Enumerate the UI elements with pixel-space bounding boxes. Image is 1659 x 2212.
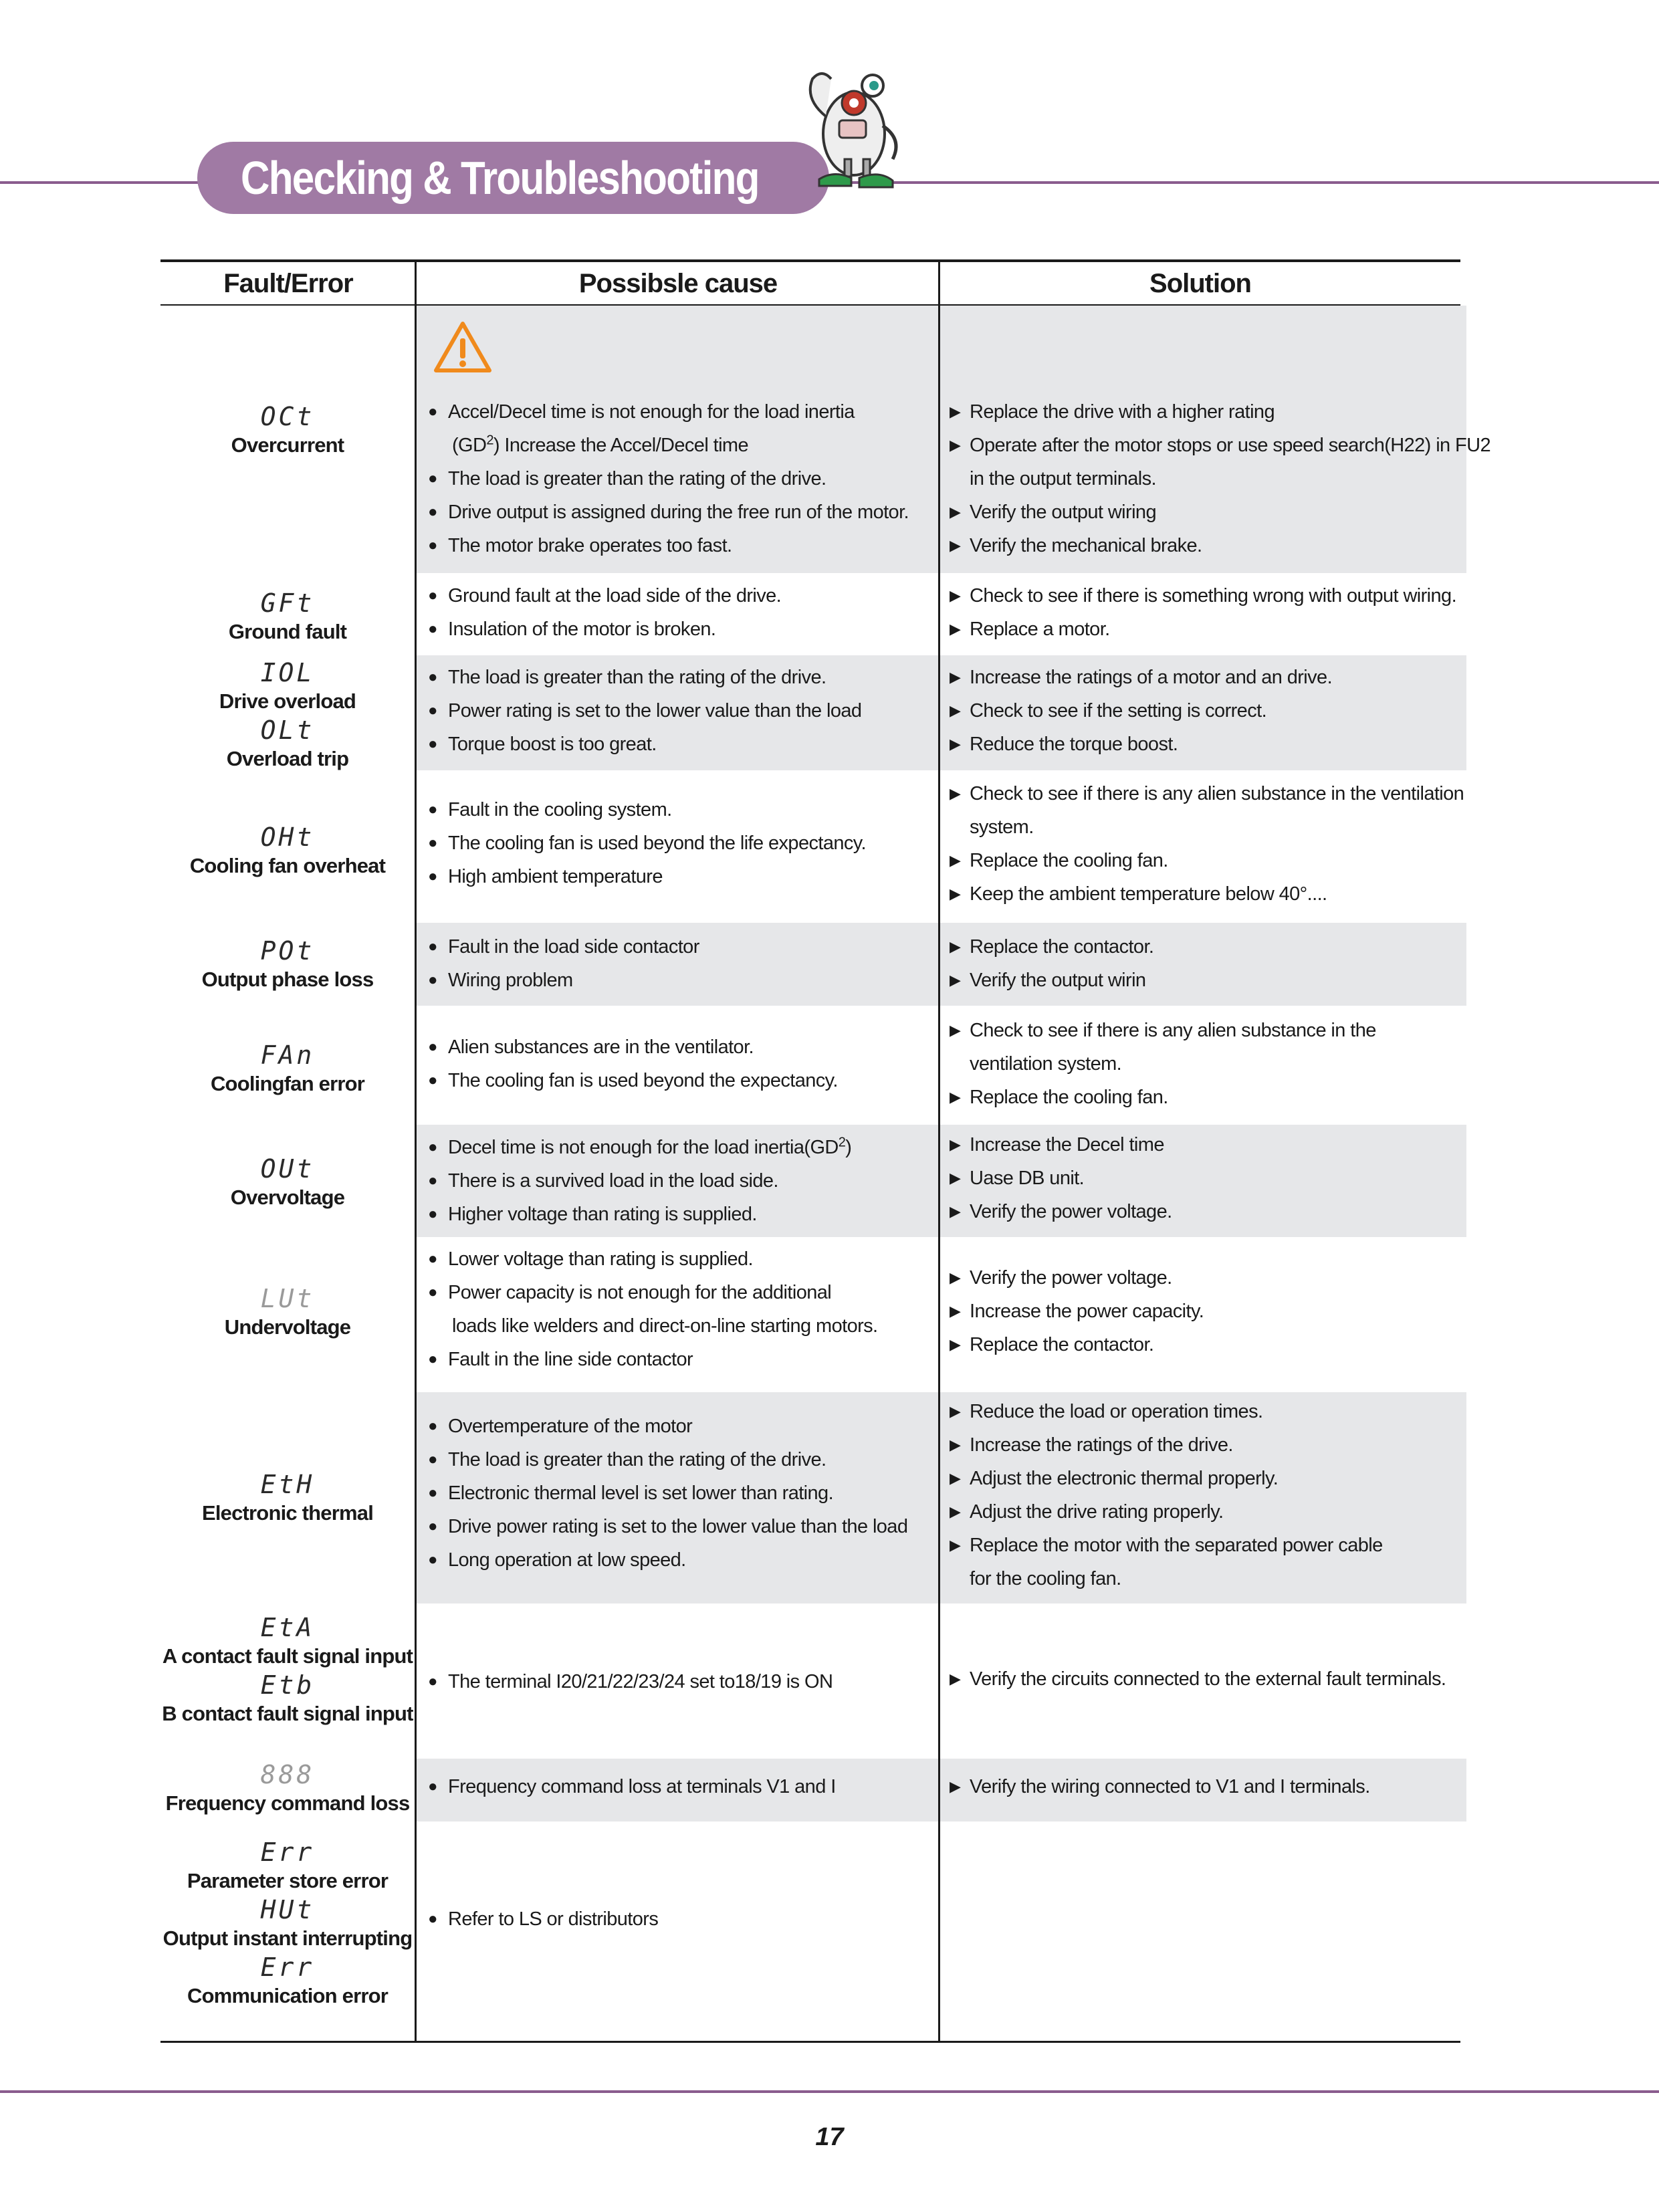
cause-list: [428, 1665, 833, 1698]
fault-name: Electronic thermal: [201, 1501, 374, 1525]
cause-list: [428, 1030, 838, 1097]
solution-item: ▶ Increase the ratings of a motor and an drive.: [950, 661, 1332, 694]
solution-item: ▶ Check to see if there is any alien substance in the: [950, 1014, 1376, 1047]
solution-item: ▶ Increase the Decel time: [950, 1128, 1172, 1162]
fault-code: EtH: [260, 1470, 315, 1499]
cause-item: ● Frequency command loss at terminals V1 and I: [428, 1770, 836, 1803]
fault-name: B contact fault signal input: [162, 1702, 413, 1725]
cause-item: ● Insulation of the motor is broken.: [428, 613, 781, 646]
cause-item: ● Power capacity is not enough for the additional: [428, 1276, 878, 1309]
solution-list: [950, 930, 1153, 997]
column-header-fault: Fault/Error: [223, 268, 353, 298]
fault-cell-frequency-command-loss: [160, 1760, 415, 1817]
footer-rule: [0, 2090, 1659, 2093]
fault-name: Communication error: [187, 1984, 388, 2007]
fault-code: OUt: [260, 1154, 315, 1184]
fault-code: HUt: [260, 1895, 315, 1924]
solution-item: ▶ Verify the power voltage.: [950, 1195, 1172, 1228]
solution-item: ▶ Keep the ambient temperature below 40°....: [950, 877, 1464, 911]
solution-list: [950, 1395, 1383, 1595]
solution-item: ▶ Increase the ratings of the drive.: [950, 1428, 1383, 1462]
solution-item: ▶ Verify the output wiring: [950, 495, 1490, 529]
fault-cell-coolingfan-error: [160, 1040, 415, 1098]
solution-list: [950, 1128, 1172, 1228]
fault-cell-misc-errors: [160, 1838, 415, 2010]
cause-item: ● There is a survived load in the load side.: [428, 1164, 851, 1198]
fault-name: Output instant interrupting: [162, 1926, 413, 1950]
solution-item: ▶ Operate after the motor stops or use speed search(H22) in FU2: [950, 429, 1490, 462]
cause-item: ● Lower voltage than rating is supplied.: [428, 1242, 878, 1276]
fault-code: LUt: [260, 1284, 315, 1313]
cause-list: [428, 1131, 851, 1231]
fault-name: Overload trip: [226, 747, 349, 770]
cause-item: ● The terminal I20/21/22/23/24 set to18/19 is ON: [428, 1665, 833, 1698]
cause-item: ● Drive output is assigned during the free run of the motor.: [428, 495, 909, 529]
solution-list: [950, 777, 1464, 911]
solution-item: in the output terminals.: [970, 468, 1156, 489]
fault-code: Err: [260, 1838, 315, 1867]
cause-list: [428, 1902, 658, 1936]
cause-item: ● Alien substances are in the ventilator.: [428, 1030, 838, 1064]
solution-item: ▶ Check to see if the setting is correct.: [950, 694, 1332, 728]
cause-item: ● Accel/Decel time is not enough for the load inertia: [428, 395, 909, 429]
solution-item: system.: [970, 816, 1034, 838]
solution-list: [950, 579, 1456, 646]
column-divider: [938, 259, 940, 2041]
solution-list: [950, 1014, 1376, 1114]
solution-item: for the cooling fan.: [970, 1568, 1121, 1589]
column-header-cause: Possibsle cause: [578, 268, 778, 298]
cause-item: ● Overtemperature of the motor: [428, 1410, 907, 1443]
fault-cell-undervoltage: [160, 1284, 415, 1341]
cause-item: loads like welders and direct-on-line starting motors.: [452, 1315, 878, 1337]
fault-name: Parameter store error: [187, 1869, 389, 1892]
fault-code: FAn: [260, 1040, 315, 1070]
cause-list: [428, 793, 866, 893]
fault-name: Output phase loss: [201, 968, 374, 991]
cause-item: ● The cooling fan is used beyond the life expectancy.: [428, 826, 866, 860]
solution-list: [950, 1770, 1370, 1803]
solution-item: ▶ Uase DB unit.: [950, 1162, 1172, 1195]
fault-name: Drive overload: [219, 689, 356, 713]
solution-item: ▶ Increase the power capacity.: [950, 1295, 1204, 1328]
cause-item: ● Fault in the load side contactor: [428, 930, 699, 964]
warning-icon: [433, 320, 492, 374]
fault-code: Err: [260, 1953, 315, 1982]
cause-list: [428, 579, 781, 646]
fault-code: OCt: [260, 402, 315, 431]
fault-cell-external-fault: [160, 1613, 415, 1728]
cause-item: ● Long operation at low speed.: [428, 1543, 907, 1577]
cause-item: ● The load is greater than the rating of the drive.: [428, 1443, 907, 1476]
cause-item: ● Drive power rating is set to the lower value than the load: [428, 1510, 907, 1543]
solution-item: ventilation system.: [970, 1053, 1122, 1075]
solution-list: [950, 661, 1332, 761]
solution-item: ▶ Replace a motor.: [950, 613, 1456, 646]
fault-code: GFt: [260, 588, 315, 618]
solution-item: ▶ Replace the cooling fan.: [950, 844, 1464, 877]
fault-cell-overload: [160, 658, 415, 773]
mascot-illustration: [792, 59, 909, 193]
solution-item: ▶ Replace the drive with a higher rating: [950, 395, 1490, 429]
solution-item: ▶ Verify the circuits connected to the external fault terminals.: [950, 1662, 1446, 1696]
page-title: Checking & Troubleshooting: [241, 152, 759, 204]
fault-code: POt: [260, 936, 315, 966]
cause-list: [428, 661, 861, 761]
cause-item: ● Decel time is not enough for the load $inertia(GD^2)$: [428, 1131, 851, 1164]
solution-item: ▶ Replace the contactor.: [950, 1328, 1204, 1361]
column-header-solution: Solution: [1149, 268, 1251, 298]
cause-item: ● High ambient temperature: [428, 860, 866, 893]
solution-item: ▶ Adjust the electronic thermal properly.: [950, 1462, 1383, 1495]
fault-cell-electronic-thermal: [160, 1470, 415, 1527]
fault-code: IOL: [260, 658, 315, 687]
cause-list: [428, 930, 699, 997]
cause-item: ● The load is greater than the rating of the drive.: [428, 462, 909, 495]
fault-name: Overcurrent: [231, 433, 344, 457]
solution-item: ▶ Verify the mechanical brake.: [950, 529, 1490, 562]
cause-item: ● Refer to LS or distributors: [428, 1902, 658, 1936]
cause-item: ● The load is greater than the rating of the drive.: [428, 661, 861, 694]
fault-name: Ground fault: [228, 620, 347, 643]
solution-item: ▶ Replace the contactor.: [950, 930, 1153, 964]
solution-list: [950, 395, 1490, 562]
fault-code: OLt: [260, 715, 315, 745]
cause-list: [428, 1410, 907, 1577]
fault-name: A contact fault signal input: [162, 1644, 413, 1668]
fault-name: Cooling fan overheat: [189, 854, 386, 877]
cause-list: [428, 395, 909, 562]
fault-cell-overcurrent: [160, 402, 415, 459]
fault-cell-output-phase-loss: [160, 936, 415, 994]
solution-item: ▶ Reduce the load or operation times.: [950, 1395, 1383, 1428]
solution-item: ▶ Verify the wiring connected to V1 and I terminals.: [950, 1770, 1370, 1803]
cause-item: ● Electronic thermal level is set lower than rating.: [428, 1476, 907, 1510]
cause-item: ● Higher voltage than rating is supplied.: [428, 1198, 851, 1231]
cause-list: [428, 1242, 878, 1376]
fault-name: Coolingfan error: [210, 1072, 365, 1095]
cause-item: ● The cooling fan is used beyond the expectancy.: [428, 1064, 838, 1097]
fault-code: OHt: [260, 822, 315, 852]
solution-item: ▶ Verify the output wirin: [950, 964, 1153, 997]
cause-item: ● Torque boost is too great.: [428, 728, 861, 761]
solution-item: ▶ Replace the motor with the separated power cable: [950, 1529, 1383, 1562]
solution-list: [950, 1261, 1204, 1361]
solution-item: ▶ Check to see if there is something wrong with output wiring.: [950, 579, 1456, 613]
cause-item: ● Fault in the line side contactor: [428, 1343, 878, 1376]
fault-name: Undervoltage: [224, 1315, 351, 1339]
solution-item: ▶ Replace the cooling fan.: [950, 1081, 1376, 1114]
cause-item: ● Wiring problem: [428, 964, 699, 997]
page-number: 17: [815, 2123, 844, 2151]
cause-item: ● Fault in the cooling system.: [428, 793, 866, 826]
solution-item: ▶ Adjust the drive rating properly.: [950, 1495, 1383, 1529]
cause-item: ● Power rating is set to the lower value than the load: [428, 694, 861, 728]
fault-name: Overvoltage: [230, 1186, 345, 1209]
fault-code: EtA: [260, 1613, 315, 1642]
fault-name: Frequency command loss: [165, 1791, 410, 1815]
cause-item: $(GD^2)$ Increase the Accel/Decel time: [452, 433, 749, 456]
solution-item: ▶ Verify the power voltage.: [950, 1261, 1204, 1295]
solution-list: [950, 1662, 1446, 1696]
cause-item: ● Ground fault at the load side of the drive.: [428, 579, 781, 613]
solution-item: ▶ Check to see if there is any alien substance in the ventilation: [950, 777, 1464, 810]
solution-item: ▶ Reduce the torque boost.: [950, 728, 1332, 761]
fault-cell-ground-fault: [160, 588, 415, 646]
column-divider: [415, 259, 417, 2041]
cause-item: ● The motor brake operates too fast.: [428, 529, 909, 562]
fault-cell-cooling-fan-overheat: [160, 822, 415, 880]
cause-list: [428, 1770, 836, 1803]
header-underline: [160, 304, 416, 306]
fault-code: 888: [260, 1760, 315, 1789]
fault-code: Etb: [260, 1670, 315, 1700]
table-bottom-rule: [160, 2041, 1460, 2043]
fault-cell-overvoltage: [160, 1154, 415, 1212]
